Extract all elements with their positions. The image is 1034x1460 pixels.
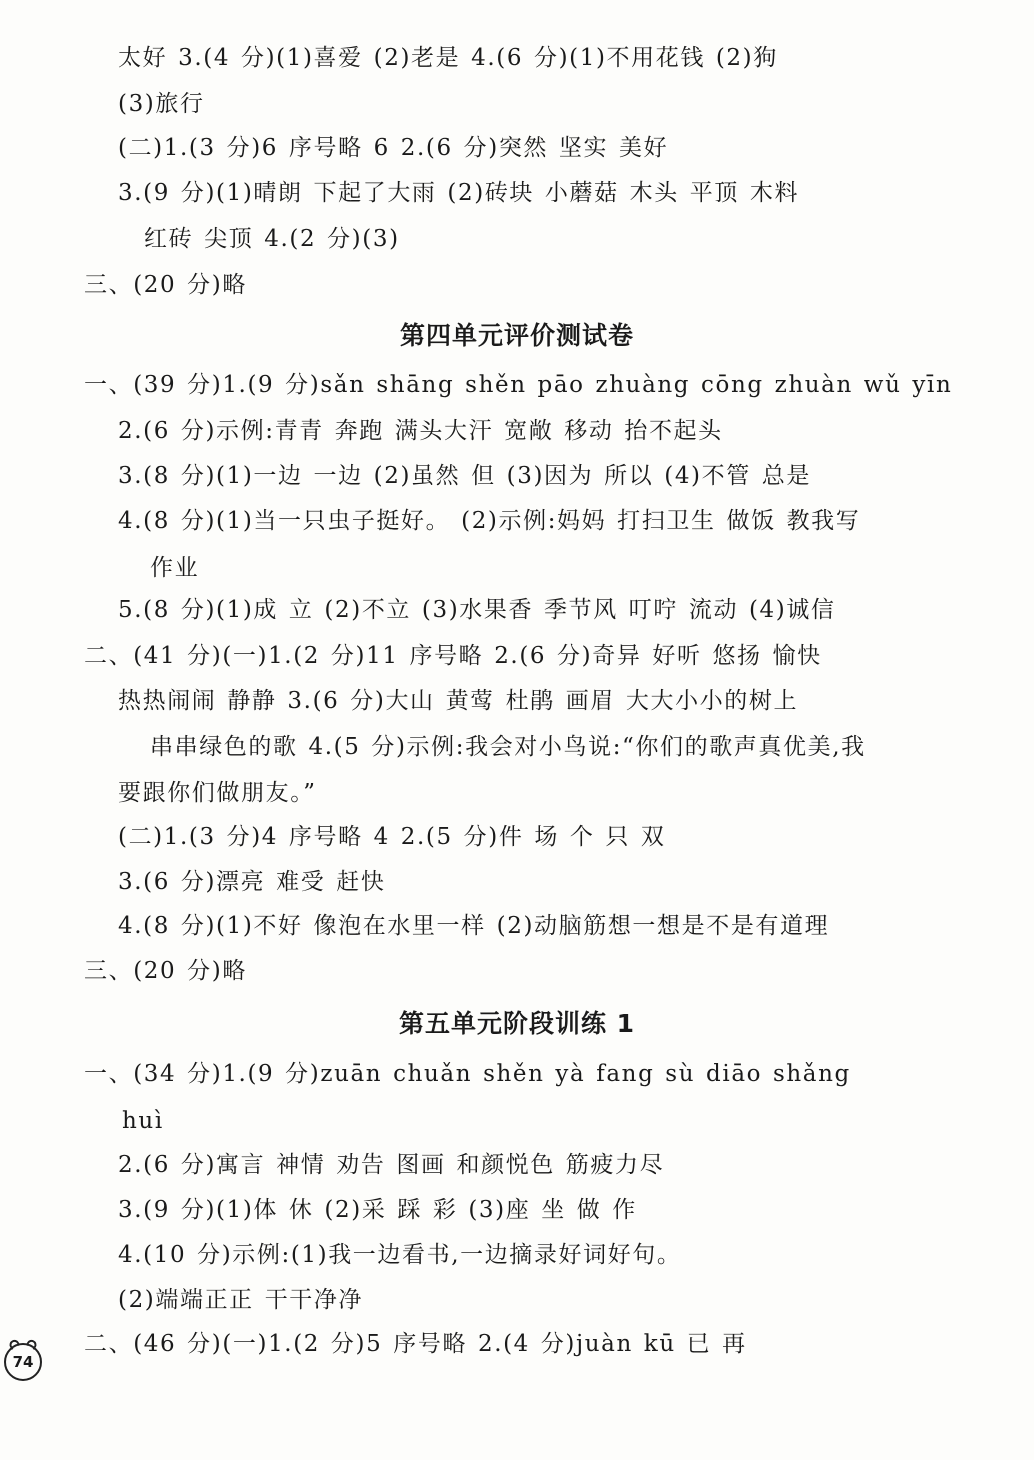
answer-line: 4.(8 分)(1)当一只虫子挺好。 (2)示例:妈妈 打扫卫生 做饭 教我写: [118, 508, 861, 534]
answer-line: huì: [122, 1108, 164, 1134]
answer-line: 三、(20 分)略: [84, 272, 247, 298]
answer-line: 4.(10 分)示例:(1)我一边看书,一边摘录好词好句。: [118, 1242, 682, 1268]
answer-line: (二)1.(3 分)4 序号略 4 2.(5 分)件 场 个 只 双: [118, 824, 666, 850]
answer-line: 3.(9 分)(1)体 休 (2)采 踩 彩 (3)座 坐 做 作: [118, 1197, 637, 1223]
page-number-label: 74: [12, 1353, 34, 1371]
answer-line: (2)端端正正 干干净净: [118, 1287, 364, 1313]
answer-line: 二、(46 分)(一)1.(2 分)5 序号略 2.(4 分)juàn kū 已 再: [84, 1331, 747, 1357]
answer-line: 3.(6 分)漂亮 难受 赶快: [118, 869, 386, 895]
answer-line: 2.(6 分)示例:青青 奔跑 满头大汗 宽敞 移动 抬不起头: [118, 418, 723, 444]
answer-line: 2.(6 分)寓言 神情 劝告 图画 和颜悦色 筋疲力尽: [118, 1152, 665, 1178]
answer-line: 4.(8 分)(1)不好 像泡在水里一样 (2)动脑筋想一想是不是有道理: [118, 913, 830, 939]
answer-line: (3)旅行: [118, 91, 205, 117]
answer-line: (二)1.(3 分)6 序号略 6 2.(6 分)突然 坚实 美好: [118, 135, 669, 161]
answer-line: 热热闹闹 静静 3.(6 分)大山 黄莺 杜鹃 画眉 大大小小的树上: [118, 688, 799, 714]
section-heading: 第四单元评价测试卷: [399, 321, 634, 350]
section-heading: 第五单元阶段训练 1: [398, 1009, 636, 1038]
answer-line: 串串绿色的歌 4.(5 分)示例:我会对小鸟说:“你们的歌声真优美,我: [150, 734, 866, 760]
alarm-bell-right-icon: [26, 1338, 39, 1350]
answer-line: 太好 3.(4 分)(1)喜爱 (2)老是 4.(6 分)(1)不用花钱 (2)狗: [118, 45, 778, 71]
answer-line: 二、(41 分)(一)1.(2 分)11 序号略 2.(6 分)奇异 好听 悠扬 愉快: [84, 643, 822, 669]
answer-line: 一、(39 分)1.(9 分)sǎn shāng shěn pāo zhuàng cōng zhuàn wǔ yīn: [84, 372, 953, 398]
answer-line: 3.(8 分)(1)一边 一边 (2)虽然 但 (3)因为 所以 (4)不管 总是: [118, 463, 811, 489]
answer-line: 三、(20 分)略: [84, 958, 247, 984]
answer-line: 一、(34 分)1.(9 分)zuān chuǎn shěn yà fang sù diāo shǎng: [84, 1061, 851, 1087]
answer-line: 要跟你们做朋友。”: [118, 780, 317, 806]
page-number-badge: [4, 1343, 42, 1381]
answer-line: 3.(9 分)(1)晴朗 下起了大雨 (2)砖块 小蘑菇 木头 平顶 木料: [118, 180, 800, 206]
answer-line: 红砖 尖顶 4.(2 分)(3): [144, 226, 400, 252]
alarm-bell-left-icon: [8, 1338, 21, 1350]
answer-line: 5.(8 分)(1)成 立 (2)不立 (3)水果香 季节风 叮咛 流动 (4)诚信: [118, 597, 836, 623]
answer-line: 作业: [150, 555, 200, 581]
